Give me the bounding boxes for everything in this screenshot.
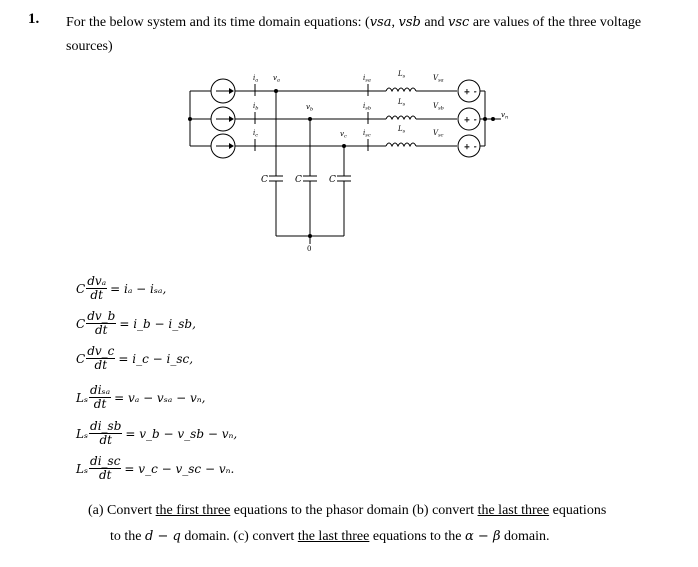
svg-text:va: $v_a$: [273, 74, 280, 84]
svg-text:Vsa: $V_{sa}$: [433, 74, 444, 84]
svg-text:vc: $v_c$: [340, 130, 347, 140]
svg-text:Vsb: $V_{sb}$: [433, 102, 444, 112]
svg-text:+: +: [464, 116, 470, 124]
svg-text:+: +: [464, 88, 470, 96]
svg-text:ib: $i_b$: [253, 102, 259, 112]
equation-6: Lₛ $\frac{di\_sc}{dt}$ = v_c − v_sc − vₙ.: [76, 454, 235, 482]
svg-text:isa: $i_{sa}$: [363, 74, 371, 84]
equation-4: Lₛ $\frac{\text{diₛₐ}}{dt}$ = vₐ − vₛₐ − vₙ,: [76, 383, 206, 411]
svg-text:C: C: [295, 175, 302, 185]
svg-text:isb: $i_{sb}$: [363, 102, 372, 112]
circuit-diagram: [183, 64, 513, 256]
equation-3: C $\frac{dv\_c}{dt}$ = i_c − i_sc,: [76, 344, 194, 372]
svg-text:+: +: [464, 143, 470, 151]
svg-text:-: -: [474, 88, 477, 96]
equation-1: C $\frac{\text{dvₐ}}{dt}$ = iₐ − iₛₐ,: [76, 274, 167, 302]
svg-text:Ls: $L_s$: [398, 98, 406, 108]
svg-text:vb: $v_b$: [306, 103, 314, 113]
svg-text:ia: $i_a$: [253, 74, 259, 84]
task-text: (a) Convert the first three equations to the phasor domain (b) convert the last three equations to the d − q domain. (c) convert the last three equations to the α − β domain.: [88, 503, 607, 544]
equation-2: C $\frac{dv\_b}{dt}$ = i_b − i_sb,: [76, 309, 196, 337]
svg-text:0: 0: [307, 245, 312, 253]
svg-text:isc: $i_{sc}$: [363, 129, 371, 139]
svg-text:Ls: $L_s$: [398, 125, 406, 135]
svg-text:vn: $v_n$: [501, 111, 509, 121]
svg-text:Vsc: $V_{sc}$: [433, 129, 444, 139]
svg-text:C: C: [329, 175, 336, 185]
question-number: 1.: [28, 11, 40, 27]
svg-text:ic: $i_c$: [253, 129, 259, 139]
question-text: For the below system and its time domain equations: (vsa, vsb and vsc are values of the three voltage sources): [66, 15, 642, 54]
svg-text:Ls: $L_s$: [398, 70, 406, 80]
svg-text:-: -: [474, 116, 477, 124]
svg-text:C: C: [261, 175, 268, 185]
equation-5: Lₛ $\frac{di\_sb}{dt}$ = v_b − v_sb − vₙ,: [76, 419, 238, 447]
svg-text:-: -: [474, 143, 477, 151]
